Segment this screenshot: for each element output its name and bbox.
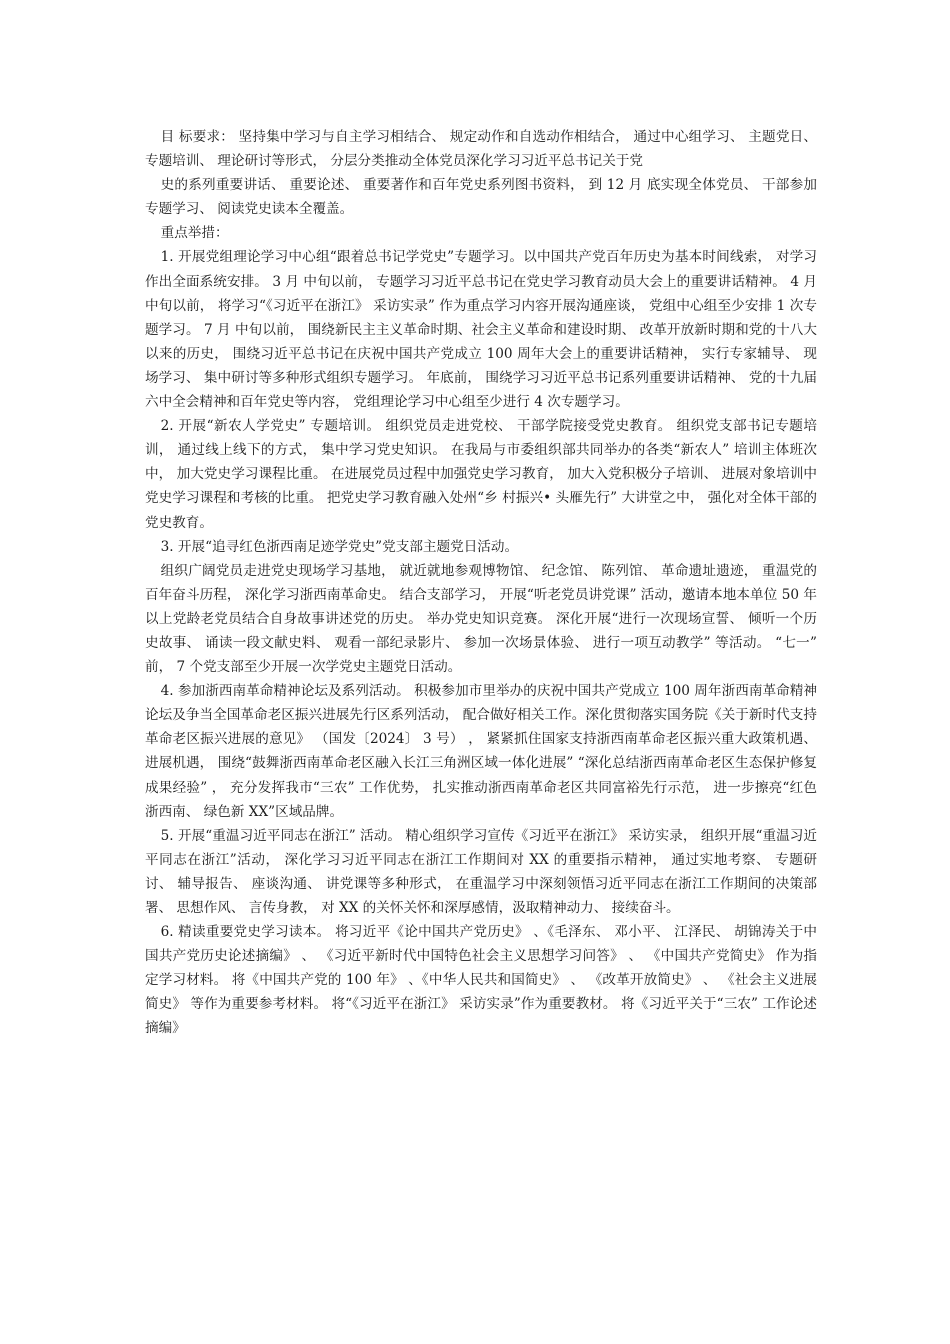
- paragraph-measure-6: 6. 精读重要党史学习读本。 将习近平《论中国共产党历史》 、《毛泽东、 邓小平、 江泽民、 胡锦涛关于中国共产党历史论述摘编》 、 《习近平新时代中国特色社会主义思想学习问答》 、 《中国共产党简史》 作为指定学习材料。 将《中国共产党的 100 年》 、《中华人民共和国简史》 、 《改革开放简史》 、 《社会主义进展简史》 等作为重要参考材料。 将“《习近平在浙江》 采访实录”作为重要教材。 将《习近平关于“三农” 工作论述摘编》: [145, 924, 817, 1037]
- paragraph-measure-1: 1. 开展党组理论学习中心组“跟着总书记学党史”专题学习。以中国共产党百年历史为基本时间线索， 对学习作出全面系统安排。 3 月 中旬以前， 专题学习习近平总书记在党史学习教育动员大会上的重要讲话精神。 4 月 中旬以前， 将学习“《习近平在浙江》 采访实录” 作为重点学习内容开展沟通座谈， 党组中心组至少安排 1 次专题学习。 7 月 中旬以前， 围绕新民主主义革命时期、社会主义革命和建设时期、 改革开放新时期和党的十八大以来的历史， 围绕习近平总书记在庆祝中国共产党成立 100 周年大会上的重要讲话精神， 实行专家辅导、 现场学习、 集中研讨等多种形式组织专题学习。 年底前， 围绕学习习近平总书记系列重要讲话精神、 党的十九届六中全会精神和百年党史等内容， 党组理论学习中心组至少进行 4 次专题学习。: [145, 249, 817, 411]
- paragraph-key-measures-heading: 重点举措：: [160, 225, 229, 242]
- paragraph-goal: 目 标要求： 坚持集中学习与自主学习相结合、 规定动作和自选动作相结合， 通过中心组学习、 主题党日、 专题培训、 理论研讨等形式， 分层分类推动全体党员深化学习习近平总书记关于党: [145, 129, 817, 170]
- paragraph-measure-2: 2. 开展“新农人学党史” 专题培训。 组织党员走进党校、 干部学院接受党史教育。 组织党支部书记专题培训， 通过线上线下的方式， 集中学习党史知识。 在我局与市委组织部共同举办的各类“新农人” 培训主体班次中， 加大党史学习课程比重。 在进展党员过程中加强党史学习教育， 加大入党积极分子培训、 进展对象培训中党史学习课程和考核的比重。 把党史学习教育融入处州“乡 村振兴• 头雁先行” 大讲堂之中， 强化对全体干部的党史教育。: [145, 418, 817, 531]
- document-body: [145, 125, 817, 1041]
- paragraph-goal-continued: 史的系列重要讲话、 重要论述、 重要著作和百年党史系列图书资料， 到 12 月 底实现全体党员、 干部参加专题学习、 阅读党史读本全覆盖。: [145, 177, 817, 218]
- paragraph-measure-4: 4. 参加浙西南革命精神论坛及系列活动。 积极参加市里举办的庆祝中国共产党成立 100 周年浙西南革命精神论坛及争当全国革命老区振兴进展先行区系列活动， 配合做好相关工作。深化贯彻落实国务院《关于新时代支持革命老区振兴进展的意见》 （国发〔2024〕 3 号） ， 紧紧抓住国家支持浙西南革命老区振兴重大政策机遇、 进展机遇， 围绕“鼓舞浙西南革命老区融入长江三角洲区域一体化进展” “深化总结浙西南革命老区生态保护修复成果经验” ， 充分发挥我市“三农” 工作优势， 扎实推动浙西南革命老区共同富裕先行示范， 进一步擦亮“红色浙西南、 绿色新 XX”区域品牌。: [145, 683, 817, 820]
- paragraph-measure-3-detail: 组织广阔党员走进党史现场学习基地， 就近就地参观博物馆、 纪念馆、 陈列馆、 革命遗址遗迹， 重温党的百年奋斗历程， 深化学习浙西南革命史。 结合支部学习， 开展“听老党员讲党课” 活动，邀请本地本单位 50 年以上党龄老党员结合自身故事讲述党的历史。 举办党史知识竞赛。 深化开展“进行一次现场宣誓、 倾听一个历史故事、 诵读一段文献史料、 观看一部纪录影片、 参加一次场景体验、 进行一项互动教学” 等活动。 “七一” 前， 7 个党支部至少开展一次学党史主题党日活动。: [145, 562, 817, 676]
- paragraph-measure-3: 3. 开展“追寻红色浙西南足迹学党史”党支部主题党日活动。: [160, 538, 519, 555]
- paragraph-measure-5: 5. 开展“重温习近平同志在浙江” 活动。 精心组织学习宣传《习近平在浙江》 采访实录， 组织开展“重温习近平同志在浙江”活动， 深化学习习近平同志在浙江工作期间对 XX 的重要指示精神， 通过实地考察、 专题研讨、 辅导报告、 座谈沟通、 讲党课等多种形式， 在重温学习中深刻领悟习近平同志在浙江工作期间的决策部署、 思想作风、 言传身教， 对 XX 的关怀关怀和深厚感情，汲取精神动力、 接续奋斗。: [145, 827, 817, 916]
